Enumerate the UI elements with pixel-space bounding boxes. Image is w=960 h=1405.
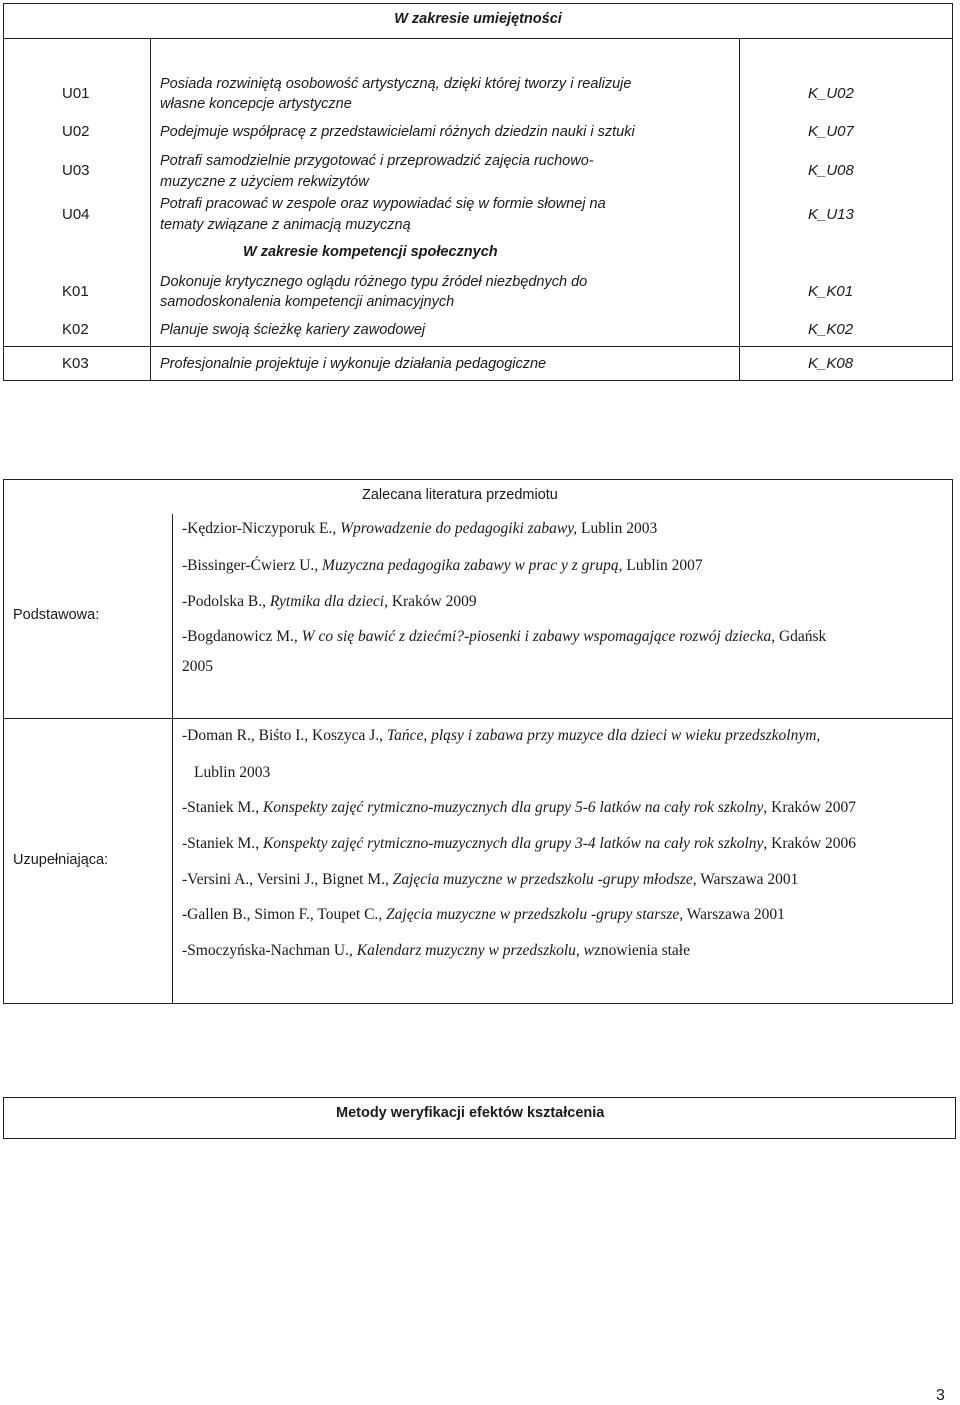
literature-heading: Zalecana literatura przedmiotu: [362, 487, 558, 503]
code-k01: K01: [62, 283, 89, 300]
desc-k03: Profesjonalnie projektuje i wykonuje działania pedagogiczne: [160, 356, 547, 372]
supp-item: -Smoczyńska-Nachman U., Kalendarz muzyczny w przedszkolu, wznowienia stałe: [182, 942, 690, 959]
code-u02: U02: [62, 123, 90, 140]
basic-item: -Bogdanowicz M., W co się bawić z dziećmi?-piosenki i zabawy wspomagające rozwój dziecka, Gdańsk: [182, 628, 827, 645]
supp-item: -Gallen B., Simon F., Toupet C., Zajęcia muzyczne w przedszkolu -grupy starsze, Warszawa 2001: [182, 906, 785, 923]
basic-item: -Podolska B., Rytmika dla dzieci, Kraków 2009: [182, 593, 477, 610]
social-heading: W zakresie kompetencji społecznych: [243, 244, 498, 260]
ref-k03: K_K08: [808, 355, 854, 372]
basic-item: -Bissinger-Ćwierz U., Muzyczna pedagogika zabawy w prac y z grupą, Lublin 2007: [182, 557, 703, 574]
supp-item: -Doman R., Biśto I., Koszyca J., Tańce, pląsy i zabawa przy muzyce dla dzieci w wieku przedszkolnym,: [182, 727, 821, 744]
desc-u01-line1: Posiada rozwiniętą osobowość artystyczną, dzięki której tworzy i realizuje: [160, 76, 632, 92]
supp-item: -Versini A., Versini J., Bignet M., Zajęcia muzyczne w przedszkolu -grupy młodsze, Warszawa 2001: [182, 871, 799, 888]
ref-u01: K_U02: [808, 85, 854, 102]
code-u01: U01: [62, 85, 90, 102]
basic-item: -Kędzior-Niczyporuk E., Wprowadzenie do pedagogiki zabawy, Lublin 2003: [182, 520, 658, 537]
ref-u03: K_U08: [808, 162, 854, 179]
code-u03: U03: [62, 162, 90, 179]
code-u04: U04: [62, 206, 90, 223]
basic-label: Podstawowa:: [13, 607, 100, 623]
desc-u03-line2: muzyczne z użyciem rekwizytów: [160, 174, 369, 190]
desc-u04-line2: tematy związane z animacją muzyczną: [160, 217, 411, 233]
desc-u03-line1: Potrafi samodzielnie przygotować i przeprowadzić zajęcia ruchowo-: [160, 153, 594, 169]
methods-heading: Metody weryfikacji efektów kształcenia: [336, 1105, 605, 1121]
supp-item-tail: Lublin 2003: [194, 764, 271, 781]
ref-k02: K_K02: [808, 321, 854, 338]
desc-u04-line1: Potrafi pracować w zespole oraz wypowiadać się w formie słownej na: [160, 196, 606, 212]
code-k03: K03: [62, 355, 89, 372]
ref-k01: K_K01: [808, 283, 854, 300]
desc-k01-line1: Dokonuje krytycznego oglądu różnego typu źródeł niezbędnych do: [160, 274, 588, 290]
desc-k01-line2: samodoskonalenia kompetencji animacyjnych: [160, 294, 455, 310]
supp-item: -Staniek M., Konspekty zajęć rytmiczno-muzycznych dla grupy 3-4 latków na cały rok szkolny, Kraków 2006: [182, 835, 856, 852]
page-number: 3: [936, 1387, 945, 1404]
basic-item-tail: 2005: [182, 658, 213, 675]
desc-k02: Planuje swoją ścieżkę kariery zawodowej: [160, 322, 426, 338]
desc-u01-line2: własne koncepcje artystyczne: [160, 96, 352, 112]
skills-heading: W zakresie umiejętności: [394, 11, 562, 27]
ref-u02: K_U07: [808, 123, 854, 140]
supp-label: Uzupełniająca:: [13, 852, 109, 868]
desc-u02: Podejmuje współpracę z przedstawicielami różnych dziedzin nauki i sztuki: [160, 124, 635, 140]
code-k02: K02: [62, 321, 89, 338]
supp-item: -Staniek M., Konspekty zajęć rytmiczno-muzycznych dla grupy 5-6 latków na cały rok szkolny, Kraków 2007: [182, 799, 856, 816]
ref-u04: K_U13: [808, 206, 854, 223]
